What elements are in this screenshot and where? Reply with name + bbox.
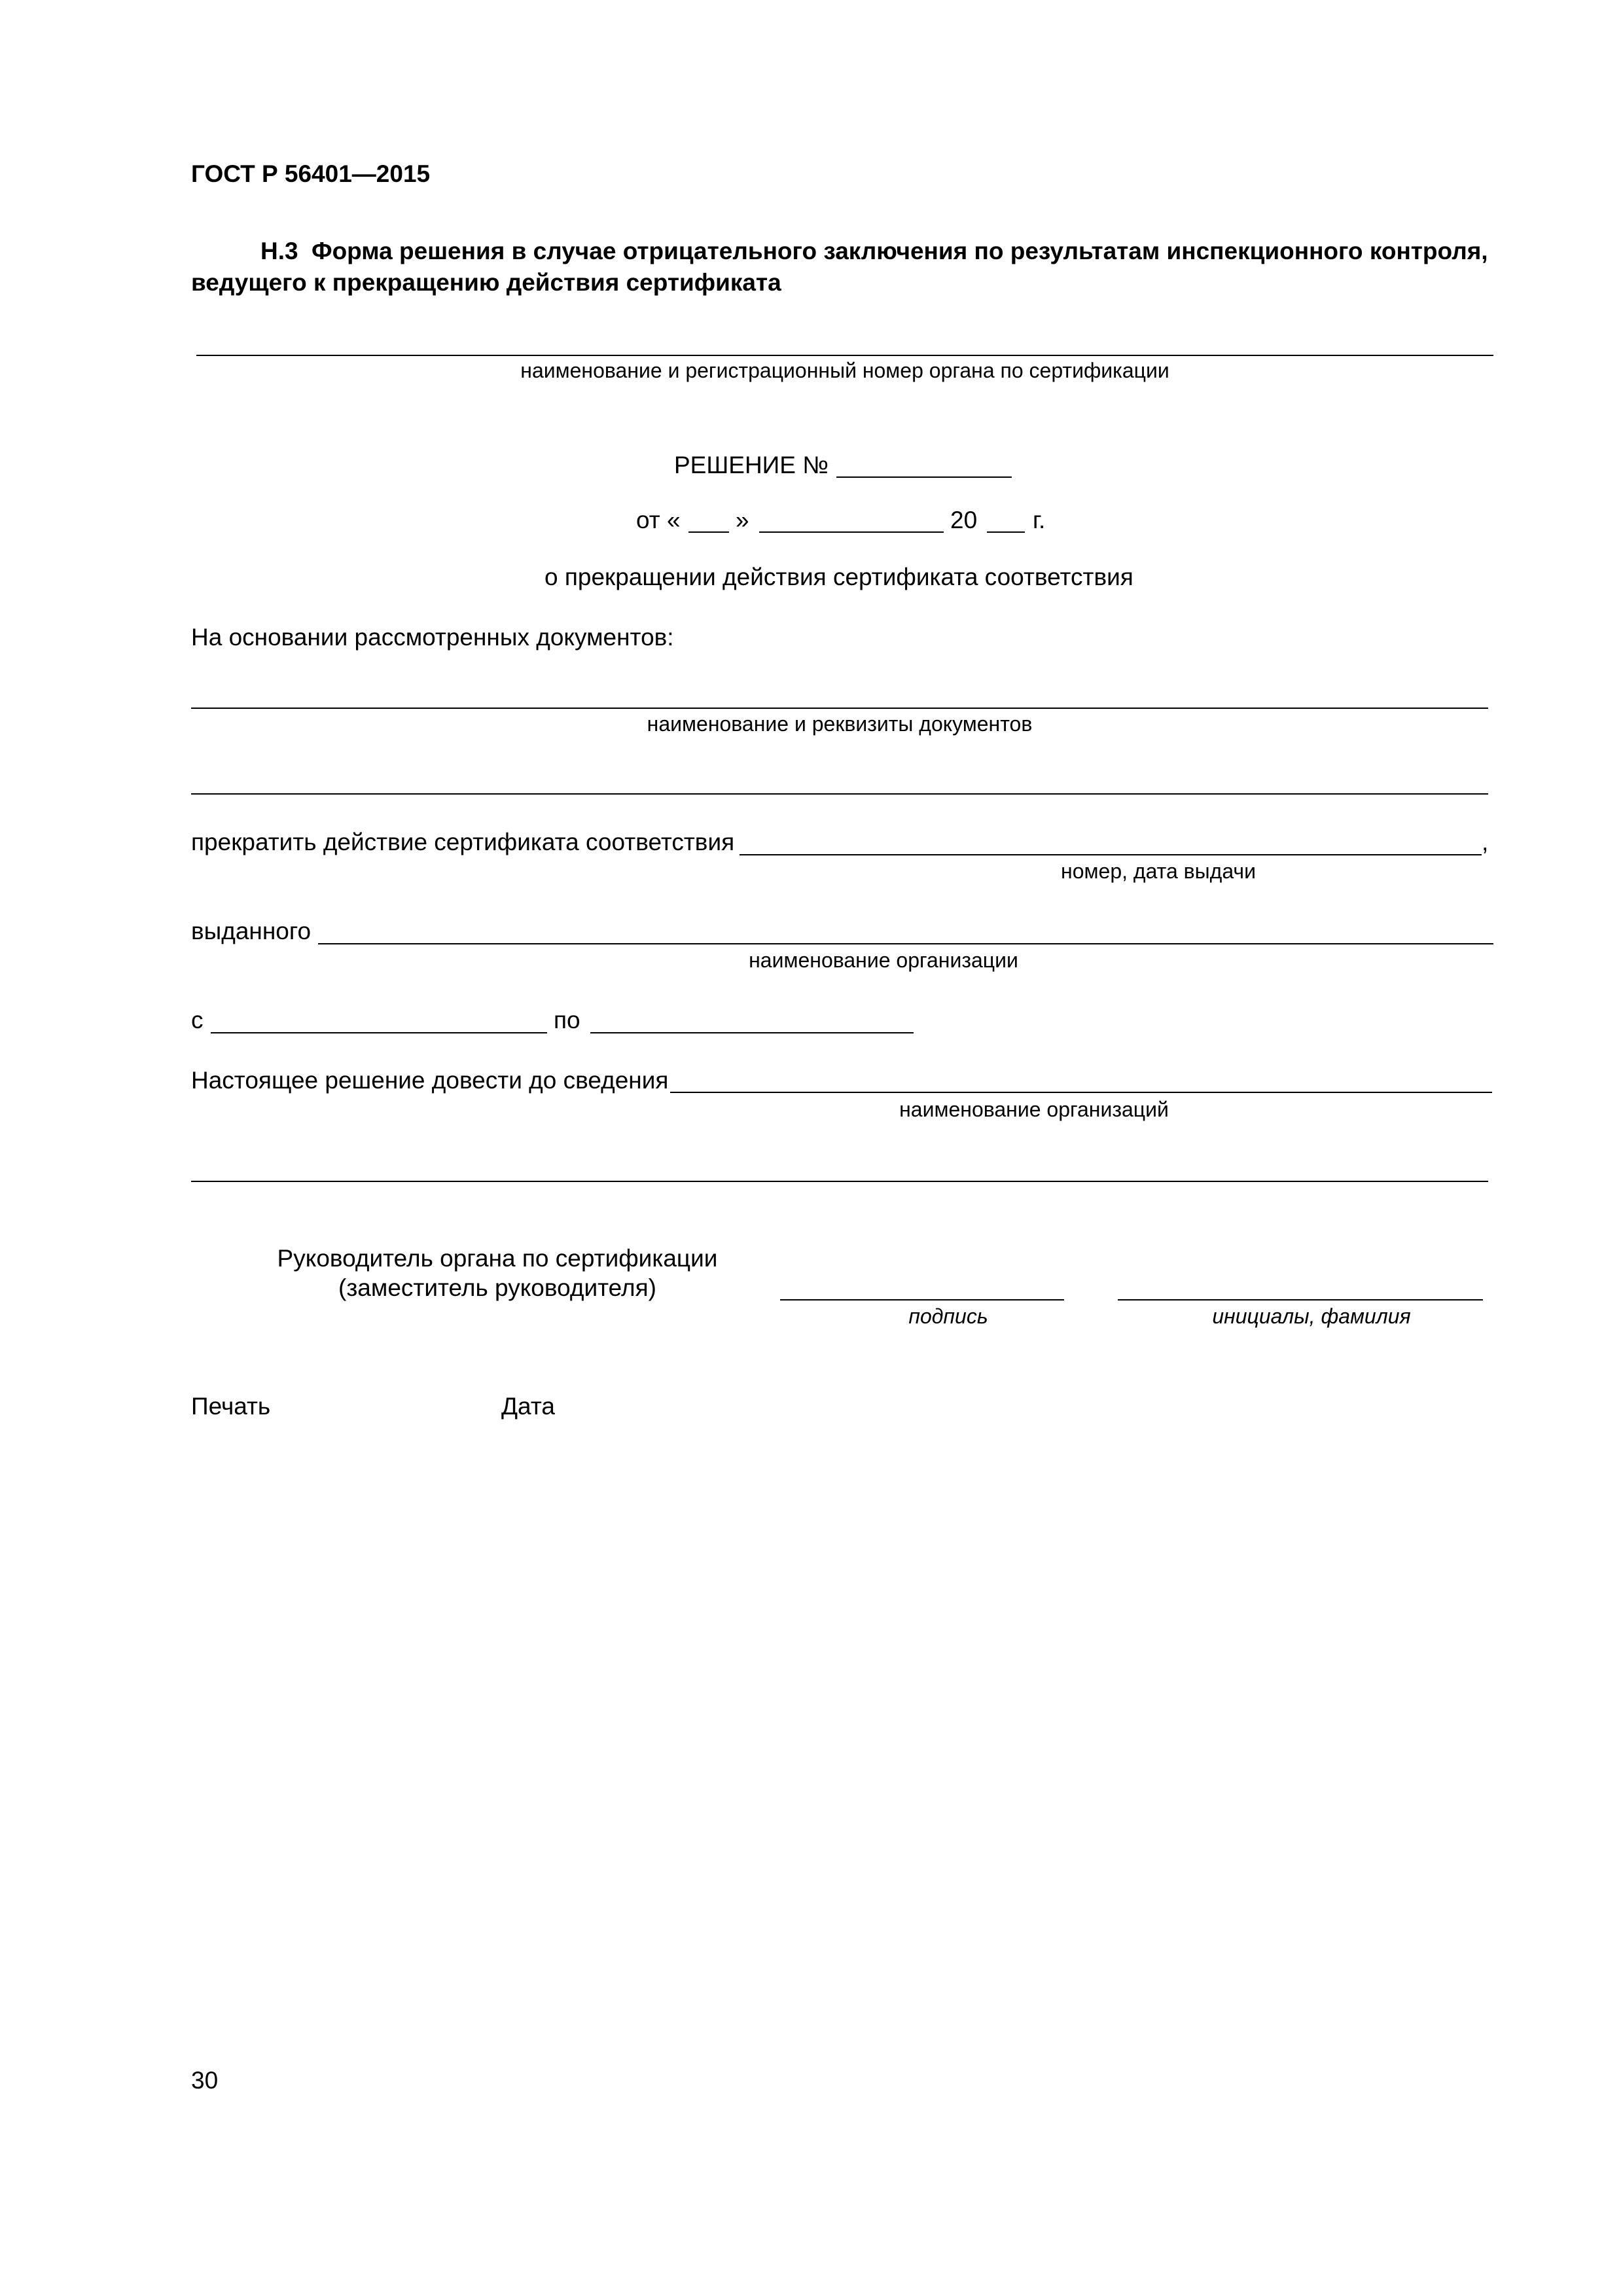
org-name-caption: наименование и регистрационный номер органа по сертификации — [520, 359, 1169, 382]
signature-line[interactable] — [780, 1299, 1064, 1300]
date-from-label: от « — [636, 507, 681, 533]
page-number: 30 — [191, 2067, 219, 2094]
head-title-line1: Руководитель органа по сертификации — [277, 1245, 718, 1272]
issued-label: выданного — [191, 918, 312, 944]
decision-subject: о прекращении действия сертификата соответствия — [544, 564, 1133, 590]
period-to-line[interactable] — [590, 1032, 914, 1033]
document-code: ГОСТ Р 56401—2015 — [191, 160, 431, 187]
documents-caption: наименование и реквизиты документов — [647, 712, 1033, 736]
certificate-number-line[interactable] — [740, 854, 1482, 855]
period-to-label: по — [554, 1007, 580, 1033]
notify-orgs-line-2[interactable] — [191, 1181, 1488, 1182]
terminate-comma: , — [1482, 829, 1489, 855]
certificate-caption: номер, дата выдачи — [1061, 859, 1256, 883]
decision-label: РЕШЕНИЕ № — [674, 452, 829, 478]
issued-org-line[interactable] — [318, 943, 1493, 944]
section-title-line2: ведущего к прекращению действия сертификата — [191, 269, 781, 296]
documents-line[interactable] — [191, 708, 1488, 709]
head-title-line2: (заместитель руководителя) — [338, 1274, 656, 1301]
date-label: Дата — [501, 1393, 555, 1420]
name-line[interactable] — [1118, 1299, 1483, 1300]
decision-number-line[interactable] — [836, 476, 1012, 478]
period-from-label: с — [191, 1007, 204, 1033]
issued-org-caption: наименование организации — [749, 948, 1018, 972]
date-quote-close: » — [736, 507, 749, 533]
terminate-label: прекратить действие сертификата соответствия — [191, 829, 735, 855]
date-day-line[interactable] — [688, 531, 729, 533]
date-month-line[interactable] — [759, 531, 944, 533]
notify-label: Настоящее решение довести до сведения — [191, 1067, 669, 1094]
notify-orgs-caption: наименование организаций — [899, 1098, 1169, 1121]
section-title-line1: Форма решения в случае отрицательного заключения по результатам инспекционного контроля, — [312, 238, 1488, 264]
signature-caption: подпись — [908, 1304, 988, 1328]
basis-label: На основании рассмотренных документов: — [191, 624, 674, 651]
seal-label: Печать — [191, 1393, 271, 1420]
date-year-suffix: г. — [1033, 507, 1046, 533]
period-from-line[interactable] — [211, 1032, 547, 1033]
date-year-line[interactable] — [987, 531, 1025, 533]
name-caption: инициалы, фамилия — [1212, 1304, 1411, 1328]
documents-line-2[interactable] — [191, 793, 1488, 795]
section-number: Н.3 — [260, 238, 298, 264]
date-year-prefix: 20 — [950, 507, 978, 533]
notify-orgs-line[interactable] — [670, 1092, 1492, 1093]
org-name-line[interactable] — [196, 355, 1493, 356]
